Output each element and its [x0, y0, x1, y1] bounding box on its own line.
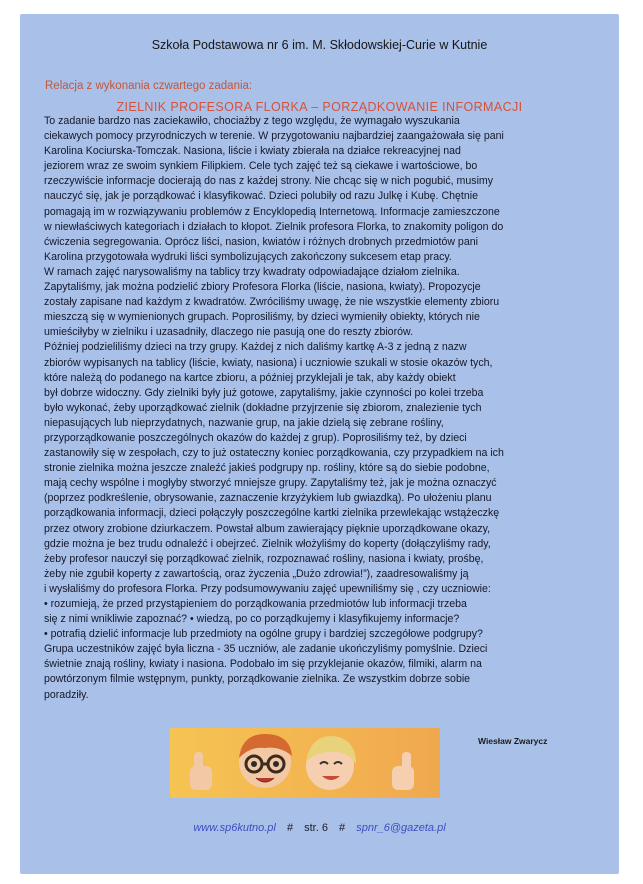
- body-line: przyporządkowanie poszczególnych okazów do każdej z grup). Poprosiliśmy też, by dzieci: [44, 431, 467, 444]
- school-header: Szkoła Podstawowa nr 6 im. M. Skłodowskiej-Curie w Kutnie: [151, 38, 488, 52]
- body-line: pomagają im w rozwiązywaniu problemów z Encyklopedią Internetową. Informacje zamieszczone: [44, 205, 500, 218]
- body-line: Karolina Kociurska-Tomczak. Nasiona, liście i kwiaty zbierała na działce rekreacyjnej nad: [44, 145, 461, 158]
- body-line: gdzie można je bez trudu odnaleźć i obejrzeć. Zielnik włożyliśmy do koperty (dołączyliśmy rady,: [44, 537, 491, 550]
- body-line: ćwiczenia segregowania. Oprócz liści, nasion, kwiatów i różnych drobnych przedmiotów pani: [44, 235, 478, 248]
- body-line: porządkowania informacji, dzieci połączyły poszczególne kartki zielnika przewlekając wstążeczkę: [44, 507, 500, 520]
- body-line: żeby profesor nauczył się porządkować zielnik, rozpoznawać rośliny, nasiona i kwiaty, prośbę,: [44, 552, 484, 565]
- body-line: zbiorów wypisanych na tablicy (liście, kwiaty, nasiona) i uczniowie szukali w stosie okazów tych,: [44, 356, 493, 369]
- body-line: rzeczywiście informacje docierają do nas z każdej strony. Nie chcąc się w nich pogubić, musimy: [44, 175, 494, 188]
- body-line: ciekawych pomocy przyrodniczych w terenie. W przygotowaniu najbardziej zaangażowała się pani: [44, 130, 504, 143]
- kids-illustration: [170, 728, 440, 798]
- body-line: które należą do podanego na kartce zbioru, a później przyklejali je tak, aby każdy obiekt: [44, 371, 456, 384]
- body-line: Później podzieliliśmy dzieci na trzy grupy. Każdej z nich daliśmy kartkę A-3 z jedną z nazw: [44, 341, 467, 354]
- body-line: • potrafią dzielić informacje lub przedmioty na ogólne grupy i bardziej szczegółowe podgrupy?: [44, 628, 483, 641]
- body-line: niepasujących lub nieprzydatnych, nazwanie grup, na jakie dzielą się zebrane rośliny,: [44, 416, 444, 429]
- body-line: poradziły.: [44, 688, 89, 701]
- body-line: żeby nie zgubił koperty z zawartością, oraz życzenia „Dużo zdrowia!”), zaadresowaliśmy ją: [44, 567, 469, 580]
- body-line: zastanowiły się w zespołach, czy to już ostateczny koniec porządkowania, czy przypadkiem na ich: [44, 447, 504, 460]
- body-line: Zapytaliśmy, jak można podzielić zbiory Profesora Florka (liście, nasiona, kwiaty). Propozycje: [44, 281, 481, 294]
- body-line: • rozumieją, że przed przystąpieniem do porządkowania przedmiotów lub informacji trzeba: [44, 598, 467, 610]
- article-title: ZIELNIK PROFESORA FLORKA – PORZĄDKOWANIE INFORMACJI: [116, 100, 523, 114]
- body-line: przez otwory zrobione dziurkaczem. Powstał album zawierający pięknie uporządkowane okazy,: [44, 522, 491, 535]
- body-line: Grupa uczestników zajęć była liczna - 35 uczniów, ale zadanie ukończyliśmy pomyślnie. Dzieci: [44, 643, 488, 656]
- body-line: Karolina przygotowała wydruki liści symbolizujących zakończony sukcesem etap pracy.: [44, 250, 452, 263]
- body-line: jeziorem wraz ze swoim synkiem Filipkiem. Cele tych zajęć też są ciekawe i wartościowe, bo: [44, 160, 478, 173]
- body-line: się z nimi wnikliwie zapoznać? • wiedzą, po co porządkujemy i klasyfikujemy informacje?: [44, 613, 460, 626]
- footer-separator: #: [286, 822, 294, 834]
- article-body: [44, 114, 598, 703]
- website-link[interactable]: www.sp6kutno.pl: [193, 822, 276, 834]
- body-line: umieściłyby w zielniku i uzasadniły, dlaczego nie pasują one do reszty zbiorów.: [44, 326, 414, 339]
- body-line: zostały zapisane nad każdym z kwadratów. Zwróciliśmy uwagę, że nie wszystkie elementy zbioru: [44, 296, 500, 309]
- body-line: mają cechy wspólne i mogłyby stworzyć mniejsze grupy. Zapytaliśmy też, jak je można oznaczyć: [44, 477, 497, 490]
- newsletter-page: [20, 14, 619, 874]
- body-line: w niewłaściwych kategoriach i działach to kłopot. Zielnik profesora Florka, to znakomity poligon do: [44, 220, 504, 233]
- report-intro: Relacja z wykonania czwartego zadania:: [45, 80, 253, 92]
- email-link[interactable]: spnr_6@gazeta.pl: [356, 822, 446, 834]
- body-line: nauczyć się, jak je porządkować i klasyfikować. Dzieci polubiły od razu Julkę i Kubę. Chętnie: [44, 190, 478, 203]
- body-line: stronie zielnika można jeszcze znaleźć jakieś podgrupy np. rośliny, które są do siebie podobne,: [44, 462, 490, 475]
- body-line: mieszczą się w wymienionych grupach. Poprosiliśmy, by dzieci wymieniły obiekty, których nie: [44, 311, 480, 324]
- body-line: To zadanie bardzo nas zaciekawiło, chociażby z tego względu, że wymagało wyszukania: [44, 115, 460, 127]
- page-footer: [20, 822, 619, 834]
- page-number: str. 6: [304, 822, 328, 834]
- footer-separator: #: [339, 822, 346, 834]
- body-line: świetnie znają rośliny, kwiaty i nasiona. Podobało im się przyklejanie okazów, filmiki, alarm na: [44, 658, 482, 671]
- body-line: był dobrze widoczny. Gdy zielniki były już gotowe, zapytaliśmy, jakie czynności po kolei trzeba: [44, 386, 484, 399]
- author-signature: Wiesław Zwarycz: [478, 736, 548, 746]
- body-line: W ramach zajęć narysowaliśmy na tablicy trzy kwadraty odpowiadające działom zielnika.: [44, 265, 460, 278]
- body-line: powtórzonym filmie wstępnym, punkty, porządkowanie zielnika. Ze wszystkim dobrze sobie: [44, 673, 471, 686]
- body-line: (poprzez podkreślenie, obrysowanie, zaznaczenie krzyżykiem lub gwiazdką). Po ułożeniu planu: [44, 492, 492, 505]
- body-line: było wykonać, żeby uporządkować zielnik (dokładne przyjrzenie się zbiorom, znalezienie tych: [44, 401, 482, 414]
- body-line: i wysłaliśmy do profesora Florka. Przy podsumowywaniu zajęć upewniliśmy się , czy uczniowie:: [44, 582, 491, 595]
